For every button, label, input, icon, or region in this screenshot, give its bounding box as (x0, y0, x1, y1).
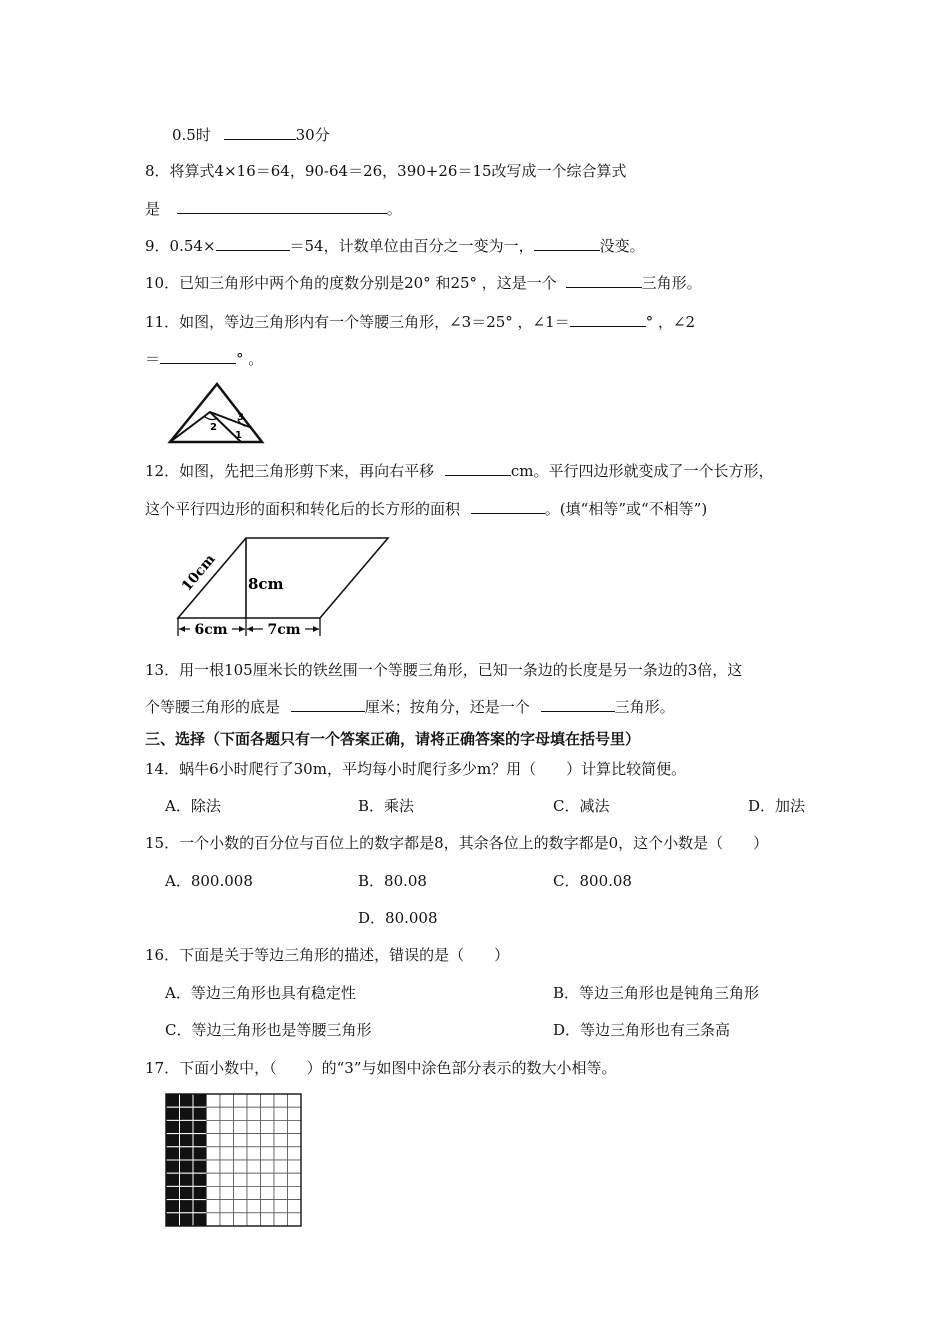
q8-prefix: 是 (145, 200, 161, 218)
grid-cell (274, 1200, 288, 1213)
grid-cell (247, 1120, 261, 1133)
grid-cell-shaded (166, 1200, 180, 1213)
grid-cell (220, 1120, 234, 1133)
grid-cell (247, 1200, 261, 1213)
grid-cell (234, 1107, 248, 1120)
grid-cell (288, 1107, 302, 1120)
grid-cell (234, 1186, 248, 1199)
grid-cell (207, 1186, 221, 1199)
base-left-label: 6cm (194, 622, 228, 638)
grid-cell (207, 1213, 221, 1226)
arrow-right-start (247, 626, 253, 632)
q17-stem: 17．下面小数中，（ ）的“3”与如图中涂色部分表示的数大小相等。 (145, 1059, 617, 1077)
grid-cell-shaded (166, 1107, 180, 1120)
grid-cell (288, 1173, 302, 1186)
q12-line1 (145, 460, 774, 481)
grid-cell-shaded (166, 1120, 180, 1133)
grid-cell (261, 1160, 275, 1173)
grid-cell (261, 1173, 275, 1186)
section-3-heading: 三、选择（下面各题只有一个答案正确，请将正确答案的字母填在括号里） (145, 730, 641, 748)
q12-a: 12．如图，先把三角形剪下来，再向右平移 (145, 462, 435, 480)
grid-cell (234, 1134, 248, 1147)
grid-cell (288, 1094, 302, 1107)
q11-triangle-figure (166, 380, 266, 446)
q15-option-d[interactable]: D．80.008 (358, 909, 438, 927)
grid-cell (261, 1200, 275, 1213)
q12-c: 这个平行四边形的面积和转化后的长方形的面积 (145, 500, 461, 518)
grid-cell (247, 1107, 261, 1120)
q13-line2 (145, 696, 675, 717)
grid-cell (261, 1094, 275, 1107)
q7-blank[interactable] (224, 124, 296, 140)
q7-text: 0.5时 (172, 126, 211, 144)
grid-cell-shaded (166, 1147, 180, 1160)
grid-cell (207, 1200, 221, 1213)
grid-cell (288, 1120, 302, 1133)
grid-cell (247, 1186, 261, 1199)
grid-cell (261, 1213, 275, 1226)
q13-d: 三角形。 (614, 698, 675, 716)
grid-cell-shaded (166, 1186, 180, 1199)
grid-cell-shaded (166, 1213, 180, 1226)
q16-option-d[interactable]: D．等边三角形也有三条高 (553, 1021, 731, 1039)
grid-cell (220, 1134, 234, 1147)
q16-option-a[interactable]: A．等边三角形也具有稳定性 (165, 984, 356, 1002)
grid-cell-shaded (180, 1134, 194, 1147)
q7-after: 30分 (295, 126, 330, 144)
grid-cell-shaded (193, 1213, 207, 1226)
grid-cell (220, 1173, 234, 1186)
grid-cell (247, 1147, 261, 1160)
q16-option-c[interactable]: C．等边三角形也是等腰三角形 (165, 1021, 372, 1039)
grid-cell (274, 1173, 288, 1186)
grid-cell (288, 1186, 302, 1199)
q13-c: 厘米；按角分，还是一个 (364, 698, 530, 716)
grid-cell (220, 1094, 234, 1107)
grid-cell-shaded (180, 1107, 194, 1120)
q14-stem: 14．蜗牛6小时爬行了30m，平均每小时爬行多少m？用（ ）计算比较简便。 (145, 760, 687, 778)
q16-option-b[interactable]: B．等边三角形也是钝角三角形 (553, 984, 760, 1002)
grid-cell (288, 1213, 302, 1226)
side-label: 10cm (178, 551, 219, 595)
grid-cell (247, 1094, 261, 1107)
grid-cell (234, 1200, 248, 1213)
q15-stem: 15．一个小数的百分位与百位上的数字都是8，其余各位上的数字都是0，这个小数是（ ） (145, 834, 769, 852)
grid-cell (220, 1160, 234, 1173)
q9-blank2[interactable] (534, 235, 600, 251)
arrow-left-start (179, 626, 185, 632)
grid-cell (207, 1160, 221, 1173)
grid-cell (288, 1200, 302, 1213)
grid-cell (274, 1120, 288, 1133)
q13-blank2[interactable] (541, 696, 615, 712)
grid-cell (261, 1186, 275, 1199)
grid-cell-shaded (180, 1173, 194, 1186)
q15-option-a[interactable]: A．800.008 (165, 872, 253, 890)
grid-cell (220, 1213, 234, 1226)
q12-line2 (145, 498, 707, 519)
q8-blank[interactable] (177, 198, 387, 214)
q9 (145, 235, 645, 256)
arrow-right-end (313, 626, 319, 632)
grid-cell-shaded (180, 1147, 194, 1160)
grid-cell (274, 1094, 288, 1107)
grid-cell-shaded (193, 1173, 207, 1186)
grid-cell (274, 1213, 288, 1226)
grid-cell-shaded (193, 1186, 207, 1199)
q14-option-b[interactable]: B．乘法 (358, 797, 415, 815)
base-right-label: 7cm (267, 622, 301, 638)
grid-cell-shaded (193, 1094, 207, 1107)
grid-cell (274, 1134, 288, 1147)
grid-cell-shaded (166, 1173, 180, 1186)
angle-label-1: 1 (235, 430, 242, 441)
grid-cell (261, 1120, 275, 1133)
grid-cell (220, 1186, 234, 1199)
grid-cell (207, 1134, 221, 1147)
q12-parallelogram-figure (170, 534, 395, 639)
q14-option-d[interactable]: D．加法 (748, 797, 806, 815)
grid-cell-shaded (193, 1147, 207, 1160)
angle-label-3: 3 (237, 412, 244, 423)
q11-line1 (145, 311, 695, 332)
q11-c: ＝ (145, 350, 161, 368)
grid-cell-shaded (193, 1120, 207, 1133)
q12-b: cm。平行四边形就变成了一个长方形， (510, 462, 774, 480)
q10-a: 10．已知三角形中两个角的度数分别是20° 和25° ，这是一个 (145, 274, 557, 292)
grid-cell (234, 1147, 248, 1160)
grid-cell (274, 1160, 288, 1173)
grid-cell (220, 1107, 234, 1120)
grid-cell (261, 1107, 275, 1120)
q14-option-a[interactable]: A．除法 (165, 797, 221, 815)
q10-blank[interactable] (566, 272, 642, 288)
height-label: 8cm (248, 575, 284, 593)
grid-cell (274, 1107, 288, 1120)
q7-tail (172, 124, 330, 145)
grid-cell (207, 1173, 221, 1186)
grid-cell (288, 1147, 302, 1160)
q8-line1: 8．将算式4×16＝64，90-64＝26，390+26＝15改写成一个综合算式 (145, 162, 627, 180)
grid-cell (234, 1213, 248, 1226)
outer-equilateral-triangle (170, 384, 262, 442)
q8-end: 。 (386, 200, 402, 218)
angle-label-2: 2 (210, 422, 217, 433)
grid-cell-shaded (180, 1094, 194, 1107)
q11-a: 11．如图，等边三角形内有一个等腰三角形，∠3＝25° ，∠1＝ (145, 313, 570, 331)
q9-a: 9．0.54× (145, 237, 216, 255)
q15-option-b[interactable]: B．80.08 (358, 872, 427, 890)
grid-cell-shaded (180, 1186, 194, 1199)
q12-blank1[interactable] (445, 460, 511, 476)
q17-hundred-grid (165, 1093, 303, 1228)
grid-cell-shaded (180, 1160, 194, 1173)
q8-line2 (145, 198, 402, 219)
grid-cell-shaded (180, 1213, 194, 1226)
q13-line1: 13．用一根105厘米长的铁丝围一个等腰三角形，已知一条边的长度是另一条边的3倍，这 (145, 661, 743, 679)
grid-cell-shaded (193, 1134, 207, 1147)
arrow-left-end (239, 626, 245, 632)
grid-cell-shaded (166, 1134, 180, 1147)
q15-option-c[interactable]: C．800.08 (553, 872, 632, 890)
grid-cell-shaded (166, 1094, 180, 1107)
grid-cell (247, 1173, 261, 1186)
q9-blank1[interactable] (216, 235, 290, 251)
grid-cell (234, 1160, 248, 1173)
grid-cell-shaded (180, 1200, 194, 1213)
grid-cell (288, 1160, 302, 1173)
grid-cell-shaded (180, 1120, 194, 1133)
grid-cell (261, 1134, 275, 1147)
grid-cell (207, 1147, 221, 1160)
grid-cell (247, 1213, 261, 1226)
grid-cell (220, 1200, 234, 1213)
q11-line2 (145, 348, 263, 369)
q11-blank1[interactable] (570, 311, 646, 327)
grid-cell-shaded (193, 1200, 207, 1213)
grid-cell (234, 1094, 248, 1107)
grid-cell (274, 1147, 288, 1160)
grid-cell (207, 1120, 221, 1133)
grid-cell (234, 1173, 248, 1186)
q11-blank2[interactable] (160, 348, 236, 364)
q12-d: 。(填“相等”或“不相等”) (544, 500, 708, 518)
grid-cell (207, 1107, 221, 1120)
q9-b: ＝54，计数单位由百分之一变为一， (289, 237, 534, 255)
q13-blank1[interactable] (291, 696, 365, 712)
grid-cell (274, 1186, 288, 1199)
q9-c: 没变。 (599, 237, 645, 255)
grid-cell-shaded (193, 1107, 207, 1120)
grid-cell (207, 1094, 221, 1107)
grid-cell (220, 1147, 234, 1160)
q13-b: 个等腰三角形的底是 (145, 698, 281, 716)
q11-d: ° 。 (236, 350, 264, 368)
q11-b: ° ，∠2 (645, 313, 696, 331)
q10-b: 三角形。 (641, 274, 702, 292)
q14-option-c[interactable]: C．减法 (553, 797, 610, 815)
q16-stem: 16．下面是关于等边三角形的描述，错误的是（ ） (145, 946, 510, 964)
grid-cell (234, 1120, 248, 1133)
grid-cell-shaded (193, 1160, 207, 1173)
grid-cell-shaded (166, 1160, 180, 1173)
grid-cell (247, 1134, 261, 1147)
q12-blank2[interactable] (471, 498, 545, 514)
grid-cell (247, 1160, 261, 1173)
grid-cell (288, 1134, 302, 1147)
q10 (145, 272, 702, 293)
grid-cell (261, 1147, 275, 1160)
